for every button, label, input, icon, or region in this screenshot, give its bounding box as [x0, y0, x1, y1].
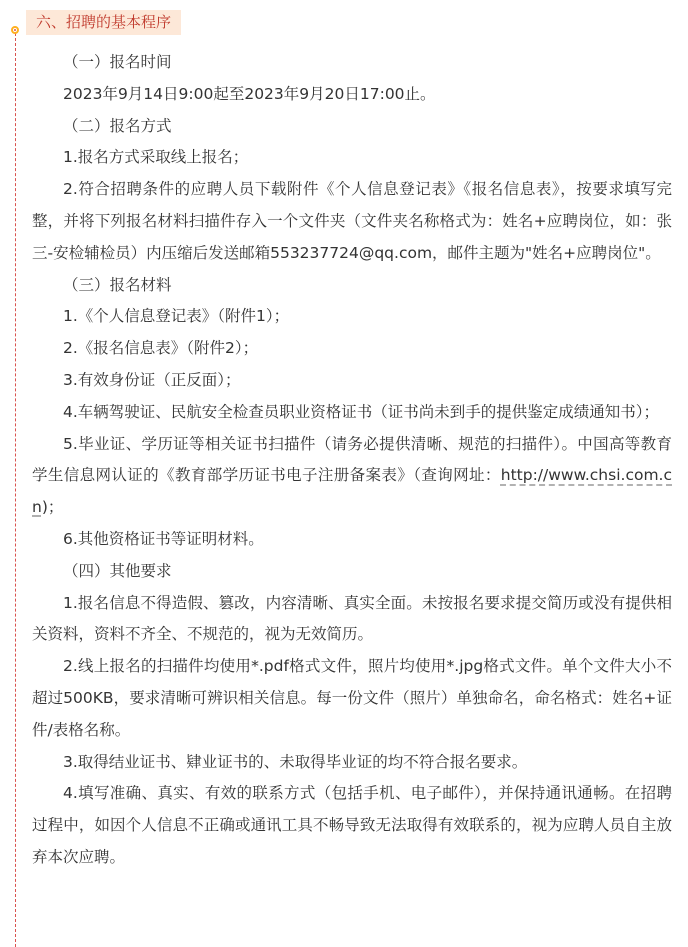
requirement-item-3: 3.取得结业证书、肄业证书的、未取得毕业证的均不符合报名要求。 [63, 752, 528, 771]
material-item-3: 3.有效身份证（正反面）； [63, 370, 241, 389]
material-item-2: 2.《报名信息表》（附件2）； [63, 339, 259, 358]
material-item-1: 1.《个人信息登记表》（附件1）； [63, 307, 290, 326]
subheading-other-requirements: （四）其他要求 [63, 561, 172, 580]
method-item-2: 2.符合招聘条件的应聘人员下载附件《个人信息登记表》《报名信息表》，按要求填写完整，并将下列报名材料扫描件存入一个文件夹（文件夹名称格式为：姓名+应聘岗位，如：张三-安检辅检员）内压缩后发送邮箱553237724@qq.com，邮件主题为"姓名+应聘岗位"。 [32, 180, 672, 262]
section-title: 六、招聘的基本程序 [26, 10, 181, 35]
chsi-link[interactable]: http://www.chsi.com.cn [32, 466, 672, 517]
left-dashed-rail [15, 33, 16, 947]
material-item-4: 4.车辆驾驶证、民航安全检查员职业资格证书（证书尚未到手的提供鉴定成绩通知书）； [63, 402, 660, 421]
material-item-5-text: 5.毕业证、学历证等相关证书扫描件（请务必提供清晰、规范的扫描件）。中国高等教育学生信息网认证的《教育部学历证书电子注册备案表》（查询网址： [32, 434, 672, 485]
requirement-item-4: 4.填写准确、真实、有效的联系方式（包括手机、电子邮件），并保持通讯通畅。在招聘过程中，如因个人信息不正确或通讯工具不畅导致无法取得有效联系的，视为应聘人员自主放弃本次应聘。 [32, 784, 672, 866]
requirement-item-1: 1.报名信息不得造假、篡改，内容清晰、真实全面。未按报名要求提交简历或没有提供相关资料，资料不齐全、不规范的，视为无效简历。 [32, 593, 672, 644]
bullet-dot-icon [11, 26, 19, 34]
subheading-registration-materials: （三）报名材料 [63, 275, 172, 294]
method-item-1: 1.报名方式采取线上报名； [63, 148, 249, 167]
article-body [32, 47, 672, 874]
subheading-registration-time: （一）报名时间 [63, 53, 172, 71]
registration-time-text: 2023年9月14日9:00起至2023年9月20日17:00止。 [63, 84, 436, 103]
subheading-registration-method: （二）报名方式 [63, 116, 172, 135]
requirement-item-2: 2.线上报名的扫描件均使用*.pdf格式文件，照片均使用*.jpg格式文件。单个文件大小不超过500KB，要求清晰可辨识相关信息。每一份文件（照片）单独命名，命名格式：姓名+证件/表格名称。 [32, 657, 672, 739]
material-item-5 [32, 429, 672, 524]
material-item-6: 6.其他资格证书等证明材料。 [63, 529, 264, 548]
material-item-5-tail: )； [41, 498, 64, 517]
